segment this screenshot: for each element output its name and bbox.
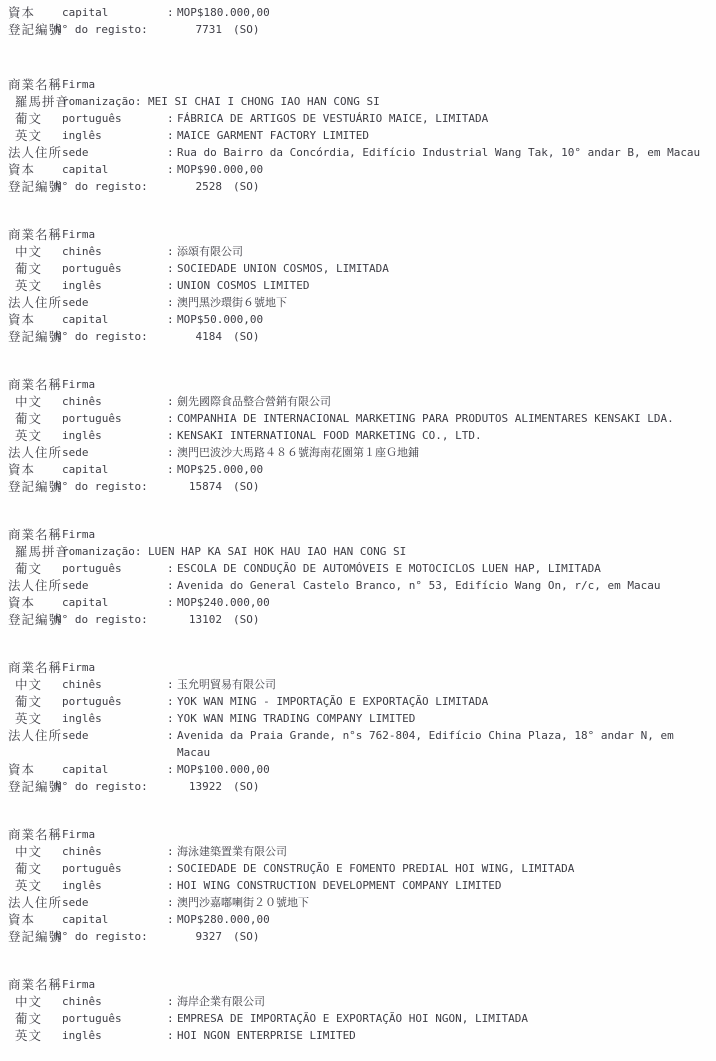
field-label-pt: português xyxy=(62,1012,122,1025)
field-row xyxy=(0,461,716,478)
field-separator: : xyxy=(167,296,174,309)
field-separator: : xyxy=(167,995,174,1008)
field-row xyxy=(0,161,716,178)
field-separator: : xyxy=(167,596,174,609)
field-separator: : xyxy=(167,712,174,725)
field-label-pt: capital xyxy=(62,313,109,326)
field-row xyxy=(0,877,716,894)
field-separator: : xyxy=(167,279,174,292)
field-label-pt: sede xyxy=(62,446,89,459)
field-value: 澳門沙嘉嘟喇街２０號地下 xyxy=(177,896,309,909)
field-label-pt: N° do registo: xyxy=(55,330,148,343)
field-label-zh: 葡文 xyxy=(15,561,43,576)
field-value: Rua do Bairro da Concórdia, Edifício Industrial Wang Tak, 10° andar B, em Macau xyxy=(177,146,701,159)
field-separator: : xyxy=(167,412,174,425)
field-row xyxy=(0,226,716,243)
field-label-pt: capital xyxy=(62,463,109,476)
field-label-zh: 中文 xyxy=(15,844,43,859)
field-label-zh: 資本 xyxy=(8,462,36,477)
field-value: 玉允明貿易有限公司 xyxy=(177,678,276,691)
field-label-zh: 英文 xyxy=(15,878,43,893)
field-value: MOP$100.000,00 xyxy=(177,763,270,776)
field-label-pt: N° do registo: xyxy=(55,930,148,943)
field-row xyxy=(0,860,716,877)
field-label-zh: 法人住所 xyxy=(8,728,63,743)
field-separator: : xyxy=(167,1012,174,1025)
field-label-zh: 葡文 xyxy=(15,694,43,709)
field-label-pt: capital xyxy=(62,163,109,176)
registration-number: 13102 xyxy=(188,613,222,626)
field-value: YOK WAN MING - IMPORTAÇÃO E EXPORTAÇÃO LIMITADA xyxy=(177,695,489,708)
field-separator: : xyxy=(167,129,174,142)
field-label-zh: 法人住所 xyxy=(8,895,63,910)
field-value: COMPANHIA DE INTERNACIONAL MARKETING PARA PRODUTOS ALIMENTARES KENSAKI LDA. xyxy=(177,412,674,425)
field-label-zh: 中文 xyxy=(15,677,43,692)
field-label-zh: 資本 xyxy=(8,162,36,177)
field-separator: : xyxy=(167,729,174,742)
field-label-pt: N° do registo: xyxy=(55,180,148,193)
field-row xyxy=(0,427,716,444)
registry-entry xyxy=(0,976,716,1044)
field-label-pt: capital xyxy=(62,596,109,609)
registration-number: 15874 xyxy=(188,480,222,493)
field-row xyxy=(0,611,716,628)
field-row xyxy=(0,243,716,260)
field-label-pt: chinês xyxy=(62,995,102,1008)
field-label-pt: Firma xyxy=(62,378,96,391)
field-label-pt: português xyxy=(62,862,122,875)
field-label-zh: 法人住所 xyxy=(8,145,63,160)
field-label-zh: 資本 xyxy=(8,312,36,327)
field-row xyxy=(0,328,716,345)
field-row xyxy=(0,311,716,328)
field-label-zh: 資本 xyxy=(8,912,36,927)
field-label-zh: 登記編號 xyxy=(8,179,63,194)
field-label-pt: inglês xyxy=(62,129,102,142)
field-label-zh: 資本 xyxy=(8,762,36,777)
field-row xyxy=(0,911,716,928)
field-row xyxy=(0,1010,716,1027)
field-row xyxy=(0,778,716,795)
field-separator: : xyxy=(167,245,174,258)
field-label-zh: 資本 xyxy=(8,5,36,20)
field-label-pt: sede xyxy=(62,729,89,742)
field-label-pt: romanização: xyxy=(62,545,142,558)
field-separator: : xyxy=(167,1029,174,1042)
field-row xyxy=(0,93,716,110)
field-label-zh: 登記編號 xyxy=(8,22,63,37)
field-separator: : xyxy=(167,446,174,459)
field-value: EMPRESA DE IMPORTAÇÃO E EXPORTAÇÃO HOI NGON, LIMITADA xyxy=(177,1012,528,1025)
field-value: 海岸企業有限公司 xyxy=(177,995,265,1008)
field-label-pt: capital xyxy=(62,763,109,776)
field-separator: : xyxy=(167,262,174,275)
field-label-zh: 羅馬拼音 xyxy=(15,94,70,109)
field-separator: : xyxy=(167,112,174,125)
field-value: Avenida da Praia Grande, n°s 762-804, Edifício China Plaza, 18° andar N, em xyxy=(177,729,674,742)
field-label-zh: 商業名稱 xyxy=(8,377,63,392)
field-row xyxy=(0,894,716,911)
field-label-zh: 法人住所 xyxy=(8,295,63,310)
field-label-zh: 資本 xyxy=(8,595,36,610)
field-value: LUEN HAP KA SAI HOK HAU IAO HAN CONG SI xyxy=(148,545,407,558)
field-row xyxy=(0,110,716,127)
field-separator: : xyxy=(167,463,174,476)
field-separator: : xyxy=(167,695,174,708)
field-row xyxy=(0,127,716,144)
field-label-zh: 登記編號 xyxy=(8,612,63,627)
field-label-zh: 英文 xyxy=(15,278,43,293)
field-label-zh: 葡文 xyxy=(15,111,43,126)
field-label-zh: 法人住所 xyxy=(8,578,63,593)
field-label-zh: 登記編號 xyxy=(8,779,63,794)
field-value: MAICE GARMENT FACTORY LIMITED xyxy=(177,129,370,142)
field-value: HOI NGON ENTERPRISE LIMITED xyxy=(177,1029,356,1042)
entry-fragment-top xyxy=(0,0,716,38)
field-row xyxy=(0,761,716,778)
field-value: 澳門巴波沙大馬路４８６號海南花園第１座Ｇ地鋪 xyxy=(177,446,419,459)
registration-suffix: (SO) xyxy=(233,23,260,36)
registration-number: 4184 xyxy=(195,330,222,343)
field-value: MOP$240.000,00 xyxy=(177,596,270,609)
field-label-pt: Firma xyxy=(62,78,96,91)
field-value: MOP$90.000,00 xyxy=(177,163,264,176)
field-value: 劍先國際食品整合營銷有限公司 xyxy=(177,395,331,408)
field-row xyxy=(0,144,716,161)
field-separator: : xyxy=(167,313,174,326)
field-label-zh: 中文 xyxy=(15,394,43,409)
field-label-pt: inglês xyxy=(62,1029,102,1042)
field-label-zh: 英文 xyxy=(15,1028,43,1043)
registration-number: 9327 xyxy=(195,930,222,943)
field-row xyxy=(0,594,716,611)
field-separator: : xyxy=(167,146,174,159)
field-row xyxy=(0,260,716,277)
field-value: YOK WAN MING TRADING COMPANY LIMITED xyxy=(177,712,416,725)
registration-suffix: (SO) xyxy=(233,330,260,343)
field-value: KENSAKI INTERNATIONAL FOOD MARKETING CO., LTD. xyxy=(177,429,482,442)
registry-entry xyxy=(0,526,716,628)
field-separator: : xyxy=(167,913,174,926)
field-label-zh: 英文 xyxy=(15,128,43,143)
field-row xyxy=(0,843,716,860)
registration-suffix: (SO) xyxy=(233,613,260,626)
registration-suffix: (SO) xyxy=(233,930,260,943)
field-label-zh: 商業名稱 xyxy=(8,77,63,92)
field-row xyxy=(0,526,716,543)
field-label-zh: 葡文 xyxy=(15,411,43,426)
field-label-zh: 商業名稱 xyxy=(8,827,63,842)
field-label-pt: Firma xyxy=(62,828,96,841)
registration-suffix: (SO) xyxy=(233,480,260,493)
field-separator: : xyxy=(167,845,174,858)
registry-entry xyxy=(0,76,716,195)
field-label-zh: 登記編號 xyxy=(8,479,63,494)
field-label-pt: português xyxy=(62,562,122,575)
field-value: FÁBRICA DE ARTIGOS DE VESTUÁRIO MAICE, LIMITADA xyxy=(177,112,489,125)
field-label-pt: sede xyxy=(62,896,89,909)
field-label-pt: inglês xyxy=(62,712,102,725)
field-row xyxy=(0,693,716,710)
field-row xyxy=(0,478,716,495)
registry-entry xyxy=(0,826,716,945)
field-label-pt: capital xyxy=(62,6,109,19)
registry-entry xyxy=(0,376,716,495)
field-separator: : xyxy=(167,879,174,892)
registration-number: 7731 xyxy=(195,23,222,36)
field-value: SOCIEDADE UNION COSMOS, LIMITADA xyxy=(177,262,389,275)
field-separator: : xyxy=(167,763,174,776)
field-label-zh: 商業名稱 xyxy=(8,527,63,542)
field-value: Avenida do General Castelo Branco, n° 53, Edifício Wang On, r/c, em Macau xyxy=(177,579,661,592)
field-label-zh: 羅馬拼音 xyxy=(15,544,70,559)
field-label-zh: 中文 xyxy=(15,994,43,1009)
field-row xyxy=(0,1027,716,1044)
field-label-zh: 商業名稱 xyxy=(8,977,63,992)
field-label-pt: Firma xyxy=(62,661,96,674)
field-row-continuation xyxy=(0,744,716,761)
field-label-pt: português xyxy=(62,262,122,275)
field-label-pt: romanização: xyxy=(62,95,142,108)
field-value: MOP$280.000,00 xyxy=(177,913,270,926)
field-label-pt: chinês xyxy=(62,678,102,691)
field-value: ESCOLA DE CONDUÇÃO DE AUTOMÓVEIS E MOTOCICLOS LUEN HAP, LIMITADA xyxy=(177,562,601,575)
field-row xyxy=(0,928,716,945)
field-label-zh: 葡文 xyxy=(15,261,43,276)
field-label-pt: inglês xyxy=(62,879,102,892)
field-label-pt: Firma xyxy=(62,228,96,241)
field-value: Macau xyxy=(177,746,211,759)
field-value: MOP$25.000,00 xyxy=(177,463,264,476)
field-separator: : xyxy=(167,395,174,408)
field-label-zh: 登記編號 xyxy=(8,329,63,344)
registration-suffix: (SO) xyxy=(233,780,260,793)
field-value: SOCIEDADE DE CONSTRUÇÃO E FOMENTO PREDIAL HOI WING, LIMITADA xyxy=(177,862,575,875)
field-value: 澳門黑沙環街６號地下 xyxy=(177,296,287,309)
field-value: MOP$50.000,00 xyxy=(177,313,264,326)
field-row xyxy=(0,294,716,311)
field-value: 海泳建築置業有限公司 xyxy=(177,845,287,858)
field-value: UNION COSMOS LIMITED xyxy=(177,279,310,292)
field-row xyxy=(0,676,716,693)
field-label-pt: inglês xyxy=(62,279,102,292)
field-row xyxy=(0,376,716,393)
field-label-zh: 法人住所 xyxy=(8,445,63,460)
field-label-pt: português xyxy=(62,695,122,708)
field-label-zh: 葡文 xyxy=(15,1011,43,1026)
registry-entries xyxy=(0,76,716,1044)
field-value: HOI WING CONSTRUCTION DEVELOPMENT COMPANY LIMITED xyxy=(177,879,502,892)
field-separator: : xyxy=(167,896,174,909)
field-label-zh: 英文 xyxy=(15,711,43,726)
field-row xyxy=(0,393,716,410)
field-separator: : xyxy=(167,6,174,19)
field-label-pt: inglês xyxy=(62,429,102,442)
field-separator: : xyxy=(167,862,174,875)
field-label-zh: 中文 xyxy=(15,244,43,259)
field-label-pt: sede xyxy=(62,579,89,592)
field-row xyxy=(0,178,716,195)
field-row xyxy=(0,826,716,843)
field-separator: : xyxy=(167,562,174,575)
field-row xyxy=(0,577,716,594)
field-label-zh: 英文 xyxy=(15,428,43,443)
field-row xyxy=(0,727,716,744)
field-value: MEI SI CHAI I CHONG IAO HAN CONG SI xyxy=(148,95,380,108)
field-row xyxy=(0,993,716,1010)
field-row xyxy=(0,444,716,461)
field-row xyxy=(0,659,716,676)
field-label-pt: capital xyxy=(62,913,109,926)
field-label-pt: N° do registo: xyxy=(55,480,148,493)
field-separator: : xyxy=(167,429,174,442)
field-row xyxy=(0,76,716,93)
field-row xyxy=(0,710,716,727)
field-row xyxy=(0,21,716,38)
field-label-zh: 葡文 xyxy=(15,861,43,876)
field-value: 添頌有限公司 xyxy=(177,245,243,258)
field-row xyxy=(0,560,716,577)
field-row xyxy=(0,410,716,427)
field-label-pt: chinês xyxy=(62,845,102,858)
registry-entry xyxy=(0,659,716,795)
field-value: MOP$180.000,00 xyxy=(177,6,270,19)
field-row xyxy=(0,277,716,294)
field-label-pt: sede xyxy=(62,296,89,309)
field-label-pt: português xyxy=(62,112,122,125)
field-label-pt: Firma xyxy=(62,528,96,541)
field-label-zh: 商業名稱 xyxy=(8,660,63,675)
registration-suffix: (SO) xyxy=(233,180,260,193)
field-label-pt: sede xyxy=(62,146,89,159)
field-label-pt: chinês xyxy=(62,245,102,258)
field-label-pt: N° do registo: xyxy=(55,780,148,793)
field-label-pt: chinês xyxy=(62,395,102,408)
field-separator: : xyxy=(167,678,174,691)
field-row xyxy=(0,4,716,21)
field-separator: : xyxy=(167,163,174,176)
field-row xyxy=(0,543,716,560)
field-separator: : xyxy=(167,579,174,592)
field-label-pt: português xyxy=(62,412,122,425)
registration-number: 2528 xyxy=(195,180,222,193)
field-label-pt: Firma xyxy=(62,978,96,991)
field-label-zh: 登記編號 xyxy=(8,929,63,944)
field-label-zh: 商業名稱 xyxy=(8,227,63,242)
registry-entry xyxy=(0,226,716,345)
field-label-pt: N° do registo: xyxy=(55,613,148,626)
registration-number: 13922 xyxy=(188,780,222,793)
field-row xyxy=(0,976,716,993)
field-label-pt: N° do registo: xyxy=(55,23,148,36)
